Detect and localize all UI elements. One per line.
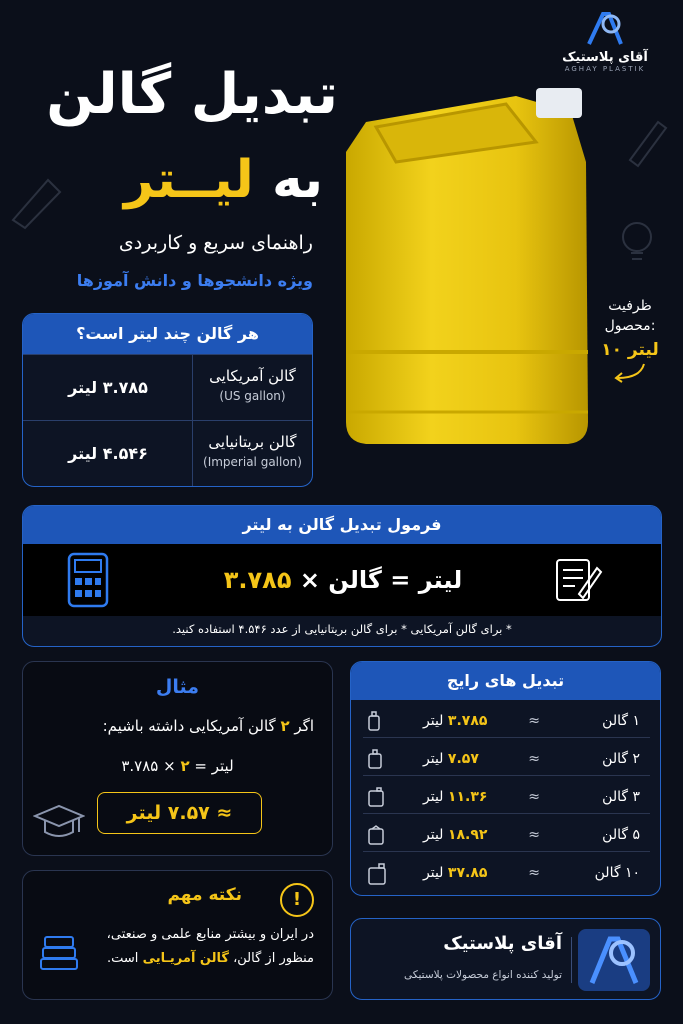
gallon-name-en: (Imperial gallon) <box>203 455 302 469</box>
example-line2-number: ۲ <box>180 757 190 775</box>
example-panel <box>22 661 333 856</box>
approx-symbol: ≈ <box>528 789 540 805</box>
conversion-gallon: ۱۰ گالن <box>594 865 640 881</box>
example-line1 <box>103 717 314 735</box>
formula-text <box>193 544 493 616</box>
pencil-doodle-icon <box>620 110 670 170</box>
gallon-value: ۴.۵۴۶ لیتر <box>68 444 148 463</box>
conversion-row <box>363 856 650 890</box>
ap-logo-icon <box>585 10 625 48</box>
page-title-line2 <box>124 150 323 210</box>
title-highlight: لیــتر <box>123 150 254 210</box>
conversion-liter-unit: لیتر <box>423 751 444 767</box>
formula-panel <box>22 505 662 647</box>
conversion-liter-unit: لیتر <box>423 713 444 729</box>
conversion-liter-unit: لیتر <box>423 827 444 843</box>
approx-symbol: ≈ <box>528 865 540 881</box>
conversion-gallon: ۲ گالن <box>602 751 640 767</box>
conversion-row <box>363 818 650 852</box>
gallon-table <box>22 313 313 487</box>
formula-lhs: لیتر = گالن × <box>299 566 463 594</box>
audience-label: ویژه دانشجوها و دانش آموزها <box>76 271 313 290</box>
example-line2-prefix: لیتر = <box>194 757 234 775</box>
gallon-row <box>23 354 312 420</box>
conversion-liter-unit: لیتر <box>423 789 444 805</box>
conversion-liter-number: ۳۷.۸۵ <box>447 865 488 881</box>
jug-icon <box>367 749 383 769</box>
example-line1-suffix: گالن آمریکایی داشته باشیم: <box>102 717 276 735</box>
conversion-liter <box>423 780 487 814</box>
bulb-doodle-icon <box>612 215 662 275</box>
brand-name-en: AGHAY PLASTIK <box>564 65 646 73</box>
capacity-callout <box>590 296 670 390</box>
jerrycan-icon <box>367 825 385 845</box>
conversions-heading: تبدیل های رایج <box>351 662 660 700</box>
gallon-table-heading: هر گالن چند لیتر است؟ <box>23 314 312 354</box>
approx-symbol: ≈ <box>528 713 540 729</box>
brand-name-fa: آقای پلاستیک <box>562 50 648 65</box>
conversion-row <box>363 704 650 738</box>
bottle-icon <box>367 711 381 731</box>
important-text-highlight: گالن آمریـایی <box>142 951 229 966</box>
conversions-table <box>350 661 661 896</box>
curved-arrow-icon <box>610 360 650 384</box>
capacity-label: ظرفیت محصول: <box>604 298 656 334</box>
capacity-value: ۱۰ لیتر <box>601 340 659 360</box>
conversion-liter <box>423 856 487 890</box>
important-note <box>22 870 333 1000</box>
ruler-doodle-icon <box>8 170 68 230</box>
conversion-gallon: ۵ گالن <box>602 827 640 843</box>
formula-note: * برای گالن آمریکایی * برای گالن بریتانیایی از عدد ۴.۵۴۶ استفاده کنید. <box>172 622 512 636</box>
conversion-liter-number: ۳.۷۸۵ <box>447 713 488 729</box>
example-line1-number: ۲ <box>280 717 290 735</box>
large-jerrycan-icon <box>367 863 387 885</box>
footer-tagline: تولید کننده انواع محصولات پلاستیکی <box>403 969 562 981</box>
approx-symbol: ≈ <box>528 751 540 767</box>
gallon-name: گالن آمریکایی <box>209 367 296 385</box>
title-prefix: به <box>271 150 323 210</box>
conversion-row <box>363 742 650 776</box>
gallon-value: ۳.۷۸۵ لیتر <box>68 378 148 397</box>
gallon-name: گالن بریتانیایی <box>208 433 297 451</box>
example-heading: مثال <box>155 676 200 698</box>
approx-symbol: ≈ <box>528 827 540 843</box>
important-text <box>74 923 314 971</box>
subtitle: راهنمای سریع و کاربردی <box>118 232 313 254</box>
conversion-liter <box>423 742 479 776</box>
conversion-liter-unit: لیتر <box>423 865 444 881</box>
formula-strip <box>23 544 661 616</box>
formula-heading: فرمول تبدیل گالن به لیتر <box>23 506 661 544</box>
notepad-pencil-icon <box>553 554 603 606</box>
footer-logo <box>578 929 650 991</box>
conversion-liter <box>423 818 487 852</box>
conversion-liter <box>423 704 487 738</box>
footer-divider <box>571 937 572 983</box>
important-text-prefix: در ایران و بیشتر منابع علمی و صنعتی، منظور از گالن، <box>106 927 314 966</box>
footer-brand-name: آقای پلاستیک <box>443 933 562 954</box>
page-title-line1: تبدیل گالن <box>46 62 338 127</box>
conversion-liter-number: ۱۱.۳۶ <box>447 789 488 805</box>
brand-footer[interactable] <box>350 918 661 1000</box>
important-heading: نکته مهم <box>167 885 242 905</box>
conversion-row <box>363 780 650 814</box>
ap-logo-icon <box>578 929 650 991</box>
graduation-cap-icon <box>33 802 85 842</box>
gallon-row <box>23 420 312 486</box>
conversion-liter-number: ۱۸.۹۲ <box>447 827 488 843</box>
canister-icon <box>367 787 385 807</box>
example-result: ≈ ۷.۵۷ لیتر <box>97 792 262 834</box>
formula-factor: ۳.۷۸۵ <box>223 566 292 594</box>
exclamation-icon: ! <box>280 883 314 917</box>
gallon-name-en: (US gallon) <box>219 389 286 403</box>
example-line2-suffix: × ۳.۷۸۵ <box>121 757 176 775</box>
calculator-icon <box>67 552 109 608</box>
conversion-gallon: ۳ گالن <box>602 789 640 805</box>
example-line2 <box>23 757 332 775</box>
conversion-gallon: ۱ گالن <box>602 713 640 729</box>
conversion-liter-number: ۷.۵۷ <box>447 751 479 767</box>
example-line1-prefix: اگر <box>294 717 314 735</box>
brand-logo[interactable] <box>540 10 670 73</box>
important-text-suffix: است. <box>107 951 139 966</box>
jerrycan-image <box>336 82 598 452</box>
